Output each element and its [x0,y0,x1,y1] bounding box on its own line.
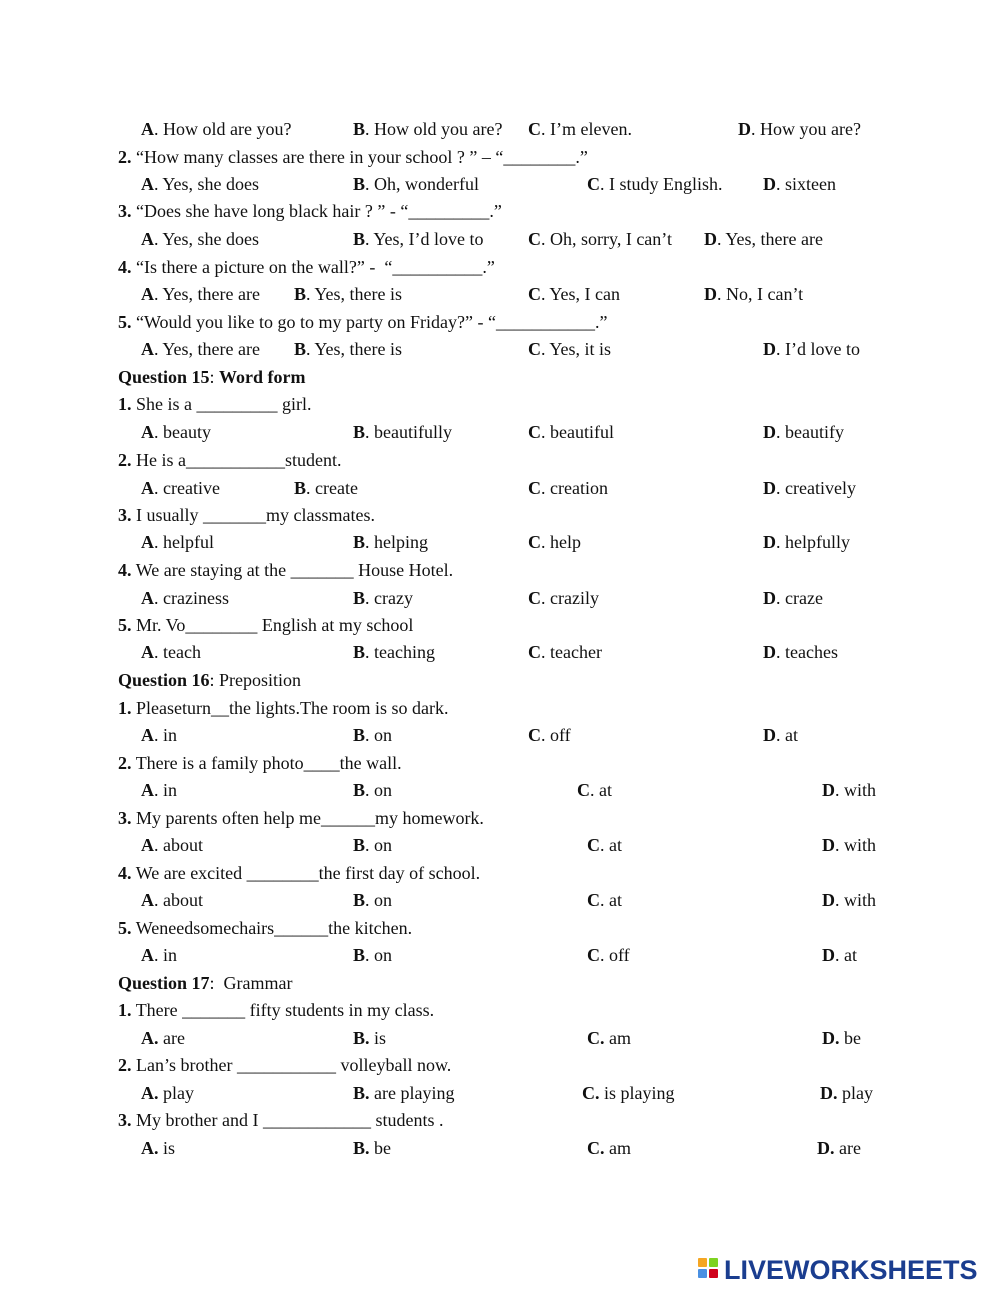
option-text: in [163,725,178,745]
option-letter: C [528,229,541,249]
question-text: There is a family photo____the wall. [135,753,402,773]
option-letter: B [353,229,366,249]
option-text: How old are you? [163,119,292,139]
option-c[interactable]: C. off [587,945,630,965]
option-d[interactable] [822,1027,861,1049]
option-letter: A [141,835,154,855]
separator: : [209,367,220,387]
option-text: crazy [374,588,413,608]
option-a[interactable]: A. Yes, there are [141,284,260,304]
option-letter: D [738,119,751,139]
option-letter: D [763,642,776,662]
option-letter: A [141,780,154,800]
question-text: “Does she have long black hair ? ” - “_________.” [136,201,502,221]
question-number: 3. [118,808,132,828]
section-title: Preposition [219,670,302,690]
option-b[interactable]: B. Yes, there is [294,284,403,304]
question-text: He is a___________student. [136,450,342,470]
question-item [118,1054,451,1076]
question-item [118,449,341,471]
option-c[interactable]: C. at [577,780,612,800]
option-a[interactable] [141,1082,194,1104]
option-text: Yes, there are [162,339,260,359]
option-c[interactable]: C. at [587,835,622,855]
option-letter: C. [582,1083,600,1103]
option-text: is [163,1138,176,1158]
option-letter: C [587,174,600,194]
option-letter: A [141,890,154,910]
logo-text: LIVEWORKSHEETS [724,1254,978,1285]
question-item [118,311,607,333]
option-text: creatively [785,478,856,498]
option-text: create [315,478,358,498]
option-text: No, I can’t [726,284,804,304]
option-letter: A [141,532,154,552]
option-b[interactable]: B. on [353,780,393,800]
option-text: off [609,945,630,965]
option-b[interactable]: B. teaching [353,642,435,662]
option-letter: D [763,478,776,498]
option-text: teaches [785,642,838,662]
option-letter: A [141,229,154,249]
option-d[interactable]: D. creatively [763,478,856,498]
option-c[interactable]: C. teacher [528,642,602,662]
question-number: 3. [118,201,132,221]
option-d[interactable]: D. craze [763,588,823,608]
option-letter: C [587,835,600,855]
option-b[interactable]: B. crazy [353,588,413,608]
option-text: is [374,1028,387,1048]
option-text: beauty [163,422,211,442]
option-text: with [844,835,877,855]
option-text: on [374,890,393,910]
option-text: on [374,945,393,965]
option-letter: A [141,478,154,498]
option-text: play [163,1083,194,1103]
option-text: is playing [604,1083,675,1103]
option-text: crazily [550,588,599,608]
option-text: teaching [374,642,435,662]
question-number: 4. [118,863,132,883]
option-letter: C [528,422,541,442]
option-c[interactable]: C. crazily [528,588,599,608]
option-letter: B [294,284,307,304]
option-text: at [785,725,798,745]
logo-blocks-icon [698,1258,720,1282]
option-text: Yes, there are [725,229,823,249]
question-text: I usually _______my classmates. [136,505,375,525]
option-letter: D [763,532,776,552]
option-a[interactable]: A. beauty [141,422,211,442]
option-letter: C. [587,1138,605,1158]
option-d[interactable]: D. No, I can’t [704,284,804,304]
option-text: on [374,725,393,745]
option-letter: C [528,588,541,608]
option-c[interactable]: C. at [587,890,622,910]
option-a[interactable]: A. about [141,890,203,910]
question-item [118,559,453,581]
question-item [118,256,495,278]
question-number: 4. [118,257,132,277]
question-text: She is a _________ girl. [136,394,312,414]
option-d[interactable] [817,1137,861,1159]
option-text: craze [785,588,823,608]
option-text: I study English. [609,174,723,194]
option-letter: D [704,284,717,304]
option-d[interactable]: D. at [763,725,798,745]
section-number: Question 16 [118,670,210,690]
option-text: are playing [374,1083,455,1103]
question-text: We are staying at the _______ House Hotel. [135,560,454,580]
option-letter: D [822,835,835,855]
question-text: Weneedsomechairs______the kitchen. [135,918,413,938]
option-text: in [163,780,178,800]
option-b[interactable]: B. on [353,725,393,745]
option-letter: A. [141,1028,159,1048]
option-letter: B [353,174,366,194]
option-text: about [163,835,203,855]
option-letter: A [141,119,154,139]
option-text: with [844,890,877,910]
option-text: beautifully [374,422,452,442]
option-text: Yes, there is [314,339,403,359]
option-text: on [374,780,393,800]
option-letter: B [353,725,366,745]
question-number: 3. [118,1110,132,1130]
question-item [118,999,434,1021]
option-d[interactable]: D. How you are? [738,119,861,139]
option-d[interactable]: D. Yes, there are [704,229,823,249]
option-letter: B [353,780,366,800]
option-a[interactable]: A. craziness [141,588,229,608]
option-letter: B [353,588,366,608]
option-text: off [550,725,571,745]
separator: : [209,973,224,993]
option-text: teach [163,642,201,662]
option-text: are [839,1138,861,1158]
option-a[interactable]: A. in [141,945,178,965]
option-letter: C [528,642,541,662]
option-text: in [163,945,178,965]
question-text: My parents often help me______my homework. [136,808,484,828]
question-number: 2. [118,753,132,773]
option-b[interactable]: B. on [353,890,393,910]
option-letter: D. [820,1083,838,1103]
option-b[interactable]: B. helping [353,532,429,552]
option-letter: C [528,725,541,745]
question-item [118,393,312,415]
option-c[interactable]: C. Oh, sorry, I can’t [528,229,672,249]
option-text: am [609,1138,631,1158]
option-letter: C [528,478,541,498]
question-text: Pleaseturn__the lights.The room is so dark. [136,698,449,718]
option-letter: C [528,339,541,359]
option-b[interactable]: B. on [353,945,393,965]
option-b[interactable]: B. Oh, wonderful [353,174,479,194]
option-d[interactable] [820,1082,873,1104]
question-text: “Is there a picture on the wall?” - “__________.” [136,257,495,277]
question-number: 1. [118,1000,132,1020]
option-text: teacher [550,642,602,662]
question-item [118,504,375,526]
liveworksheets-logo [698,1256,978,1284]
option-c[interactable]: C. I study English. [587,174,723,194]
option-letter: D [822,890,835,910]
option-text: craziness [163,588,229,608]
option-letter: A. [141,1083,159,1103]
option-text: Yes, I can [549,284,621,304]
option-letter: B [353,835,366,855]
option-c[interactable]: C. beautiful [528,422,614,442]
option-letter: C. [587,1028,605,1048]
option-letter: D [763,174,776,194]
section-title: Word form [219,367,306,387]
option-text: am [609,1028,631,1048]
option-b[interactable] [353,1027,386,1049]
option-b[interactable]: B. create [294,478,358,498]
question-item [118,807,484,829]
option-text: beautify [785,422,844,442]
option-text: help [550,532,581,552]
option-b[interactable]: B. beautifully [353,422,452,442]
option-c[interactable]: C. creation [528,478,608,498]
question-item [118,200,502,222]
question-item [118,697,448,719]
option-letter: B. [353,1083,370,1103]
option-a[interactable]: A. in [141,780,178,800]
option-text: sixteen [785,174,836,194]
separator: : [209,670,220,690]
question-number: 5. [118,615,132,635]
option-letter: B [353,945,366,965]
option-text: helpfully [785,532,850,552]
option-letter: A. [141,1138,159,1158]
option-letter: D [822,945,835,965]
option-letter: C [528,532,541,552]
option-b[interactable] [353,1137,391,1159]
option-letter: A [141,945,154,965]
question-item [118,917,412,939]
option-letter: D [763,339,776,359]
option-letter: C [528,284,541,304]
option-d[interactable]: D. with [822,780,877,800]
option-letter: D [763,422,776,442]
option-text: at [609,835,622,855]
option-text: with [844,780,877,800]
question-text: “How many classes are there in your school ? ” – “________.” [131,147,588,167]
option-letter: D. [822,1028,840,1048]
option-letter: B [353,422,366,442]
option-c[interactable]: C. Yes, I can [528,284,621,304]
question-item [118,146,588,168]
option-text: Yes, there are [162,284,260,304]
option-b[interactable] [353,1082,454,1104]
section-number: Question 17 [118,973,210,993]
option-c[interactable]: C. Yes, it is [528,339,612,359]
option-text: How you are? [760,119,861,139]
question-number: 5. [118,918,132,938]
option-letter: D [763,588,776,608]
option-a[interactable]: A. teach [141,642,201,662]
option-text: play [842,1083,873,1103]
option-letter: A [141,642,154,662]
option-d[interactable]: D. with [822,890,877,910]
option-letter: B. [353,1028,370,1048]
option-letter: A [141,174,154,194]
option-a[interactable]: A. Yes, there are [141,339,260,359]
section-title: Grammar [223,973,293,993]
option-letter: D. [817,1138,835,1158]
question-item [118,862,480,884]
question-text: Lan’s brother ___________ volleyball now. [136,1055,452,1075]
option-c[interactable]: C. off [528,725,571,745]
option-b[interactable]: B. Yes, I’d love to [353,229,484,249]
option-letter: D [822,780,835,800]
question-number: 1. [118,394,132,414]
option-a[interactable]: A. about [141,835,203,855]
question-number: 1. [118,698,132,718]
option-text: are [163,1028,185,1048]
option-d[interactable]: D. helpfully [763,532,850,552]
option-letter: C [587,945,600,965]
option-letter: C [587,890,600,910]
option-text: at [599,780,612,800]
option-letter: A [141,422,154,442]
question-text: “Would you like to go to my party on Friday?” - “___________.” [136,312,608,332]
option-c[interactable] [587,1137,631,1159]
option-text: creative [163,478,220,498]
option-text: Yes, it is [549,339,612,359]
option-text: at [609,890,622,910]
option-a[interactable]: A. creative [141,478,220,498]
option-d[interactable]: D. at [822,945,857,965]
option-text: Yes, she does [162,174,260,194]
question-item [118,752,402,774]
option-a[interactable]: A. Yes, she does [141,174,260,194]
option-letter: A [141,284,154,304]
question-number: 3. [118,505,132,525]
question-item [118,614,413,636]
option-letter: C [577,780,590,800]
question-number: 2. [118,1055,132,1075]
option-text: helpful [163,532,214,552]
section-heading [118,366,306,388]
option-letter: D [704,229,717,249]
option-a[interactable]: A. in [141,725,178,745]
option-a[interactable]: A. helpful [141,532,214,552]
option-a[interactable] [141,1137,175,1159]
option-text: Yes, there is [314,284,403,304]
option-a[interactable]: A. How old are you? [141,119,292,139]
question-text: Mr. Vo________ English at my school [136,615,414,635]
option-c[interactable] [582,1082,675,1104]
option-text: about [163,890,203,910]
section-heading [118,972,293,994]
option-b[interactable]: B. Yes, there is [294,339,403,359]
option-letter: B [353,890,366,910]
option-letter: A [141,588,154,608]
option-c[interactable]: C. I’m eleven. [528,119,632,139]
section-number: Question 15 [118,367,210,387]
option-a[interactable]: A. Yes, she does [141,229,260,249]
option-letter: B [353,532,366,552]
question-number: 4. [118,560,132,580]
option-letter: A [141,339,154,359]
question-text: There _______ fifty students in my class. [135,1000,435,1020]
option-text: Yes, I’d love to [373,229,484,249]
option-text: Yes, she does [162,229,260,249]
option-a[interactable] [141,1027,185,1049]
option-letter: B [294,339,307,359]
option-b[interactable]: B. on [353,835,393,855]
option-text: at [844,945,857,965]
option-letter: B [353,642,366,662]
option-text: I’d love to [785,339,860,359]
option-b[interactable]: B. How old you are? [353,119,503,139]
option-text: How old you are? [374,119,503,139]
option-text: helping [374,532,429,552]
option-text: on [374,835,393,855]
option-c[interactable]: C. help [528,532,581,552]
option-letter: B. [353,1138,370,1158]
section-heading [118,669,301,691]
option-d[interactable]: D. teaches [763,642,838,662]
option-text: be [844,1028,861,1048]
option-text: creation [550,478,608,498]
option-letter: A [141,725,154,745]
option-d[interactable]: D. with [822,835,877,855]
option-letter: B [294,478,307,498]
option-d[interactable]: D. beautify [763,422,844,442]
question-number: 5. [118,312,132,332]
option-text: Oh, wonderful [374,174,479,194]
option-letter: B [353,119,366,139]
question-text: My brother and I ____________ students . [136,1110,444,1130]
option-text: be [374,1138,392,1158]
question-number: 2. [118,147,132,167]
option-d[interactable]: D. I’d love to [763,339,860,359]
question-text: We are excited ________the first day of school. [135,863,481,883]
option-c[interactable] [587,1027,631,1049]
option-text: beautiful [550,422,614,442]
option-d[interactable]: D. sixteen [763,174,836,194]
option-text: Oh, sorry, I can’t [550,229,672,249]
question-number: 2. [118,450,132,470]
option-letter: D [763,725,776,745]
option-letter: C [528,119,541,139]
option-text: I’m eleven. [550,119,632,139]
question-item [118,1109,443,1131]
